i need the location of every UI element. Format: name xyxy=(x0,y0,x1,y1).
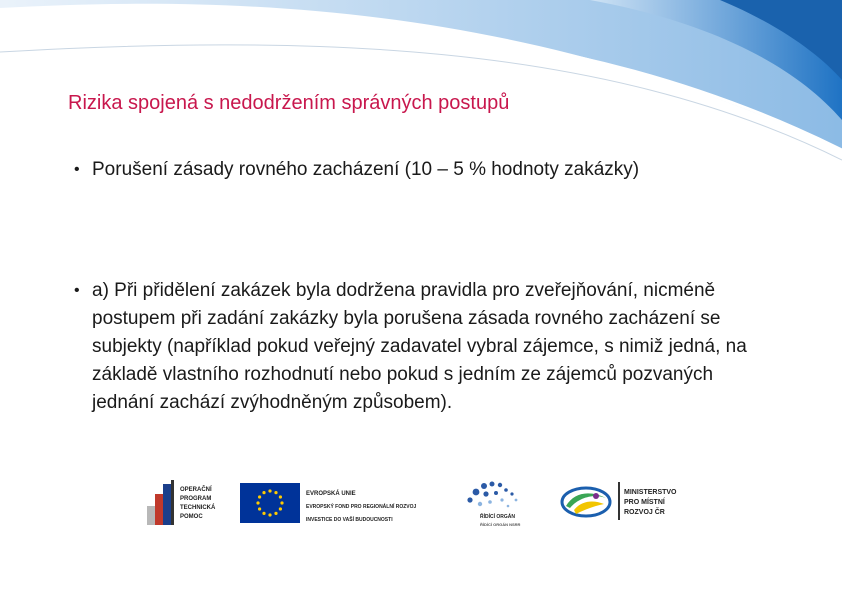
optp-bars-icon xyxy=(147,480,177,525)
bullet-text: a) Při přidělení zakázek byla dodržena pravidla pro zveřejňování, nicméně postupem při zadání zakázky byla porušena zásada rovného zacházení se subjekty (například pokud veřejný zadavatel vybral zájemce, s nimiž jedná, na základě vlastního rozhodnutí nebo pokud s jedním ze zájemců pozvaných jednání zachází zvýhodněným způsobem). xyxy=(92,280,747,413)
bullet-dot-icon: • xyxy=(74,282,80,299)
mmr-line: PRO MÍSTNÍ xyxy=(624,499,665,506)
mmr-line: ROZVOJ ČR xyxy=(624,509,665,516)
optp-line: POMOC xyxy=(180,514,203,520)
optp-line: TECHNICKÁ xyxy=(180,505,216,511)
eu-fund: EVROPSKÝ FOND PRO REGIONÁLNÍ ROZVOJ xyxy=(306,504,417,510)
mmr-logo xyxy=(560,480,710,525)
bullet-item xyxy=(74,277,774,417)
eu-slogan: INVESTICE DO VAŠÍ BUDOUCNOSTI xyxy=(306,517,393,523)
slide-title: Rizika spojená s nedodržením správných postupů xyxy=(68,92,510,114)
bullet-text: Porušení zásady rovného zacházení (10 – 5 % hodnoty zakázky) xyxy=(92,159,640,180)
ridici-organ-logo xyxy=(462,480,542,525)
eu-logo xyxy=(240,480,470,525)
mmr-line: MINISTERSTVO xyxy=(624,489,677,496)
eu-title: EVROPSKÁ UNIE xyxy=(306,491,356,497)
bullet-item xyxy=(74,156,734,184)
organ-sub: ŘÍDÍCÍ ORGÁN NSRR xyxy=(480,522,521,527)
optp-line: OPERAČNÍ xyxy=(180,487,212,493)
organ-title: ŘÍDÍCÍ ORGÁN xyxy=(480,514,515,520)
eu-flag-icon xyxy=(240,483,300,523)
dots-logo-icon xyxy=(462,480,522,514)
optp-line: PROGRAM xyxy=(180,496,212,502)
bullet-dot-icon: • xyxy=(74,161,80,178)
mmr-emblem-icon xyxy=(560,482,612,522)
optp-logo xyxy=(147,480,227,525)
mmr-divider xyxy=(618,482,620,520)
